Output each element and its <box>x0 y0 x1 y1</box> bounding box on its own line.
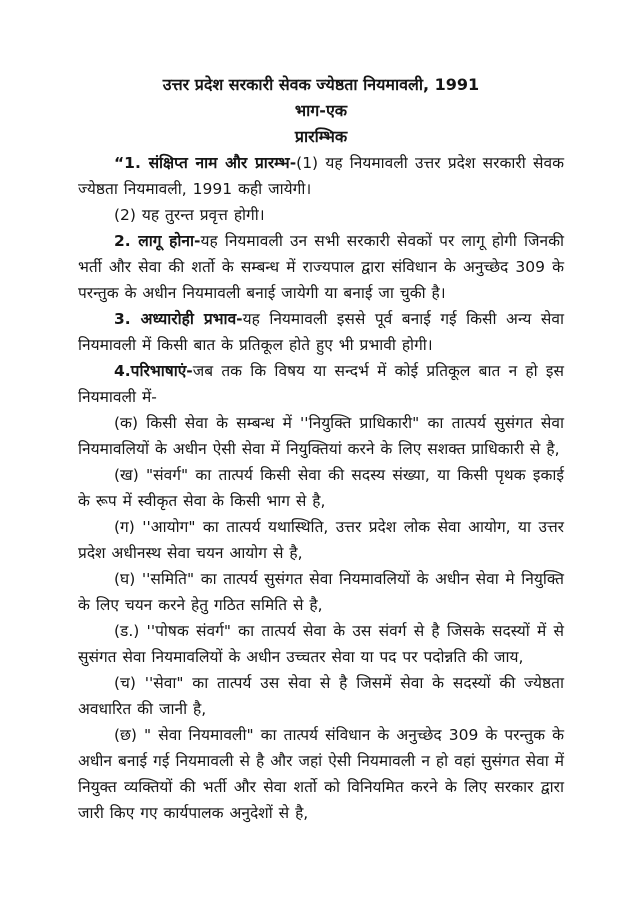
paragraph-rule-1-1 <box>78 150 564 202</box>
paragraph-rule-4 <box>78 358 564 410</box>
paragraph-text: (ख) "संवर्ग" का तात्पर्य किसी सेवा की सदस्य संख्या, या किसी पृथक इकाई के रूप में स्वीकृत सेवा के किसी भाग से है, <box>78 466 564 510</box>
paragraph-clause-ga <box>78 514 564 566</box>
paragraph-text: (ग) ''आयोग" का तात्पर्य यथास्थिति, उत्तर प्रदेश लोक सेवा आयोग, या उत्तर प्रदेश अधीनस्थ सेवा चयन आयोग से है, <box>78 518 564 562</box>
paragraph-clause-cha <box>78 670 564 722</box>
paragraph-text: (घ) ''समिति" का तात्पर्य सुसंगत सेवा नियमावलियों के अधीन सेवा मे नियुक्ति के लिए चयन करने हेतु गठित समिति से है, <box>78 570 564 614</box>
part-heading: भाग-एक <box>294 101 348 120</box>
paragraph-text: (2) यह तुरन्त प्रवृत्त होगी। <box>114 206 265 224</box>
chapter-heading: प्रारम्भिक <box>294 127 348 146</box>
paragraph-clause-nga <box>78 618 564 670</box>
paragraph-lead: 3. अध्यारोही प्रभाव- <box>114 310 243 328</box>
paragraph-text: (च) ''सेवा" का तात्पर्य उस सेवा से है जिसमें सेवा के सदस्यों की ज्येष्ठता अवधारित की जानी है, <box>78 674 564 718</box>
paragraph-text: जब तक कि विषय या सन्दर्भ में कोई प्रतिकूल बात न हो इस नियमावली में- <box>78 362 564 406</box>
paragraph-text: यह नियमावली इससे पूर्व बनाई गई किसी अन्य सेवा नियमावली में किसी बात के प्रतिकूल होते हुए भी प्रभावी होगी। <box>78 310 564 354</box>
paragraph-clause-gha <box>78 566 564 618</box>
paragraph-clause-chha <box>78 722 564 826</box>
paragraph-rule-2 <box>78 228 564 306</box>
paragraph-clause-ka <box>78 410 564 462</box>
paragraph-text: यह नियमावली उन सभी सरकारी सेवकों पर लागू होगी जिनकी भर्ती और सेवा की शर्तो के सम्बन्ध में राज्यपाल द्वारा संविधान के अनुच्छेद 309 के परन्तुक के अधीन नियमावली बनाई जायेगी या बनाई जा चुकी है। <box>78 232 564 302</box>
paragraph-text: (क) किसी सेवा के सम्बन्ध में ''नियुक्ति प्राधिकारी" का तात्पर्य सुसंगत सेवा नियमावलियों के अधीन ऐसी सेवा में नियुक्तियां करने के लिए सशक्त प्राधिकारी से है, <box>78 414 564 458</box>
paragraph-lead: 2. लागू होना- <box>114 232 201 250</box>
document-title: उत्तर प्रदेश सरकारी सेवक ज्येष्ठता नियमावली, 1991 <box>162 75 480 94</box>
paragraph-lead: 4.परिभाषाएं- <box>114 362 193 380</box>
paragraph-rule-1-2 <box>78 202 564 228</box>
paragraph-rule-3 <box>78 306 564 358</box>
paragraph-text: (छ) " सेवा नियमावली" का तात्पर्य संविधान के अनुच्छेद 309 के परन्तुक के अधीन बनाई गई नियमावली से है और जहां ऐसी नियमावली न हो वहां सुसंगत सेवा में नियुक्त व्यक्तियों की भर्ती और सेवा शर्तो को विनियमित करने के लिए सरकार द्वारा जारी किए गए कार्यपालक अनुदेशों से है, <box>78 726 564 822</box>
paragraph-clause-kha <box>78 462 564 514</box>
document-body <box>78 150 564 826</box>
paragraph-text: (1) यह नियमावली उत्तर प्रदेश सरकारी सेवक ज्येष्ठता नियमावली, 1991 कही जायेगी। <box>78 154 564 198</box>
paragraph-text: (ड.) ''पोषक संवर्ग" का तात्पर्य सेवा के उस संवर्ग से है जिसके सदस्यों में से सुसंगत सेवा नियमावलियों के अधीन उच्चतर सेवा या पद पर पदोन्नति की जाय, <box>78 622 564 666</box>
paragraph-lead: “1. संक्षिप्त नाम और प्रारम्भ- <box>114 154 297 172</box>
